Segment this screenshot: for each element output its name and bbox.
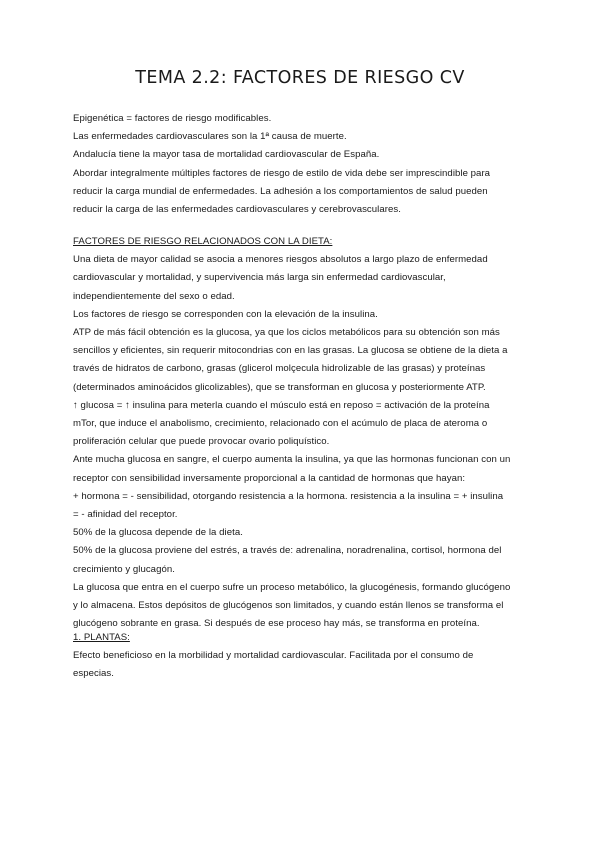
text-line: Una dieta de mayor calidad se asocia a menores riesgos absolutos a largo plazo de enfermedad: [73, 254, 488, 266]
text-line: glucógeno sobrante en grasa. Si después de ese proceso hay más, se transforma en proteína.: [73, 618, 480, 630]
text-line: crecimiento y glucagón.: [73, 563, 175, 575]
text-line: reducir la carga de las enfermedades cardiovasculares y cerebrovasculares.: [73, 204, 401, 216]
text-line: y lo almacena. Estos depósitos de glucógenos son limitados, y cuando están llenos se transforma el: [73, 600, 504, 612]
text-line: (determinados aminoácidos glicolizables), que se transforman en glucosa y posteriormente ATP.: [73, 381, 486, 393]
text-line: cardiovascular y mortalidad, y supervivencia más larga sin enfermedad cardiovascular,: [73, 272, 446, 284]
text-line: proliferación celular que puede provocar ovario poliquístico.: [73, 436, 330, 448]
intro-paragraph: [73, 110, 533, 219]
text-line: especias.: [73, 668, 114, 680]
text-line: través de hidratos de carbono, grasas (glicerol molçecula hidrolizable de las grasas) y proteínas: [73, 363, 486, 375]
text-line: Epigenética = factores de riesgo modificables.: [73, 113, 272, 124]
text-line: receptor con sensibilidad inversamente proporcional a la cantidad de hormonas que hayan:: [73, 472, 466, 484]
page-title: TEMA 2.2: FACTORES DE RIESGO CV: [135, 68, 465, 88]
text-line: = - afinidad del receptor.: [73, 509, 178, 521]
section-heading-diet: FACTORES DE RIESGO RELACIONADOS CON LA DIETA:: [73, 236, 333, 247]
plants-section: [73, 629, 533, 684]
text-line: independientemente del sexo o edad.: [73, 290, 235, 302]
text-line: + hormona = - sensibilidad, otorgando resistencia a la hormona. resistencia a la insulina = + insulina: [73, 490, 504, 502]
text-line: 50% de la glucosa depende de la dieta.: [73, 527, 243, 539]
text-line: ATP de más fácil obtención es la glucosa, ya que los ciclos metabólicos para su obtención son más: [73, 327, 500, 339]
text-line: Los factores de riesgo se corresponden con la elevación de la insulina.: [73, 308, 378, 320]
text-line: La glucosa que entra en el cuerpo sufre un proceso metabólico, la glucogénesis, formando glucógeno: [73, 581, 511, 593]
text-line: Efecto beneficioso en la morbilidad y mortalidad cardiovascular. Facilitada por el consumo de: [73, 650, 474, 662]
text-line: ↑ glucosa = ↑ insulina para meterla cuando el músculo está en reposo = activación de la proteína: [73, 399, 490, 411]
text-line: sencillos y eficientes, sin requerir mitocondrias con en las grasas. La glucosa se obtiene de la dieta a: [73, 345, 508, 357]
text-line: Las enfermedades cardiovasculares son la 1ª causa de muerte.: [73, 131, 347, 143]
text-line: 50% de la glucosa proviene del estrés, a través de: adrenalina, noradrenalina, cortisol, hormona del: [73, 545, 502, 557]
diet-section: [73, 233, 533, 633]
section-heading-plants: 1. PLANTAS:: [73, 632, 130, 643]
text-line: reducir la carga mundial de enfermedades. La adhesión a los comportamientos de salud pueden: [73, 185, 488, 197]
text-line: Ante mucha glucosa en sangre, el cuerpo aumenta la insulina, ya que las hormonas funcionan con un: [73, 454, 511, 466]
text-line: mTor, que induce el anabolismo, crecimiento, relacionado con el acúmulo de placa de ateroma o: [73, 418, 488, 430]
text-line: Abordar integralmente múltiples factores de riesgo de estilo de vida debe ser imprescindible para: [73, 167, 491, 179]
text-line: Andalucía tiene la mayor tasa de mortalidad cardiovascular de España.: [73, 149, 380, 161]
